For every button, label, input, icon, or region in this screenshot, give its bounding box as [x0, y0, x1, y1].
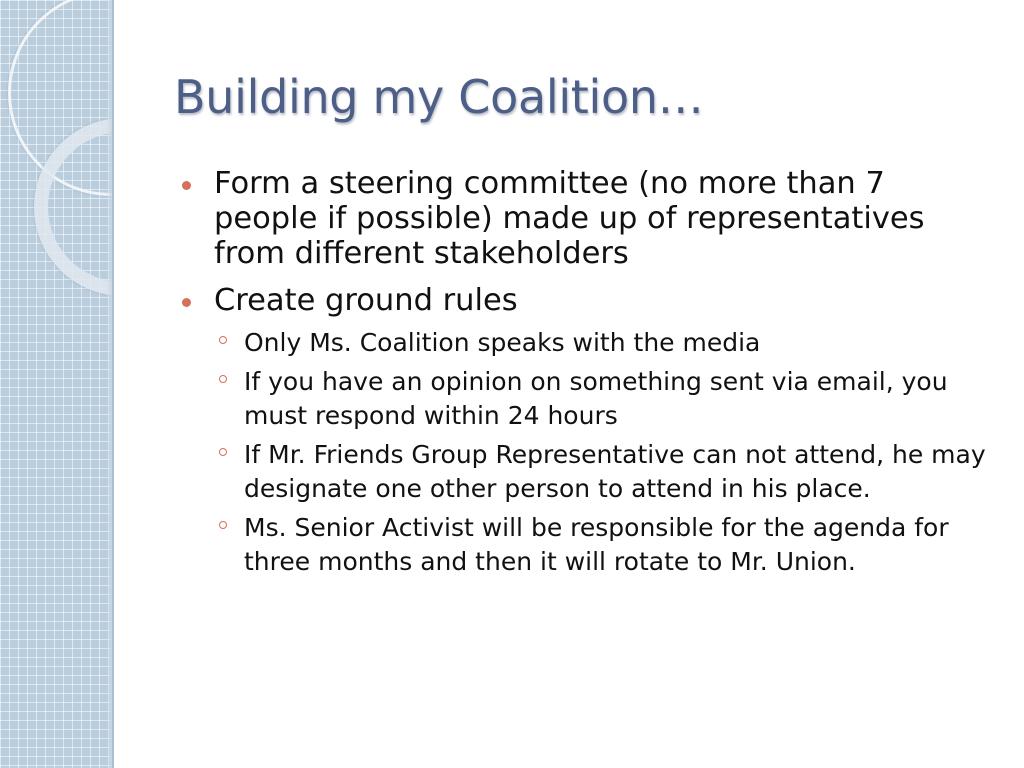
- hollow-bullet-icon: [219, 375, 227, 383]
- sub-bullet-text: Only Ms. Coalition speaks with the media: [244, 328, 761, 357]
- bullet-text: Form a steering committee (no more than 7 people if possible) made up of representatives from different stakeholders: [214, 166, 925, 271]
- hollow-bullet-icon: [219, 336, 227, 344]
- strip-edge-shade: [106, 0, 112, 768]
- bullet-item: [180, 283, 990, 318]
- sub-bullet-text: If you have an opinion on something sent via email, you must respond within 24 hours: [244, 367, 948, 430]
- sub-bullet-text: If Mr. Friends Group Representative can not attend, he may designate one other person to attend in his place.: [244, 440, 986, 503]
- bullet-item: [180, 166, 990, 271]
- bullet-text: Create ground rules: [214, 283, 518, 318]
- slide-title: Building my Coalition…: [174, 70, 704, 124]
- sub-bullet-item: [214, 365, 990, 433]
- hollow-bullet-icon: [219, 521, 227, 529]
- decorative-grid-strip: [0, 0, 114, 768]
- hollow-bullet-icon: [219, 448, 227, 456]
- bullet-dot-icon: [182, 181, 191, 190]
- sub-bullet-item: [214, 511, 990, 579]
- sub-bullet-list: [180, 326, 990, 579]
- sub-bullet-text: Ms. Senior Activist will be responsible for the agenda for three months and then it will rotate to Mr. Union.: [244, 513, 949, 576]
- sub-bullet-item: [214, 438, 990, 506]
- slide-body: [180, 166, 990, 588]
- sub-bullet-item: [214, 326, 990, 360]
- bullet-dot-icon: [182, 298, 191, 307]
